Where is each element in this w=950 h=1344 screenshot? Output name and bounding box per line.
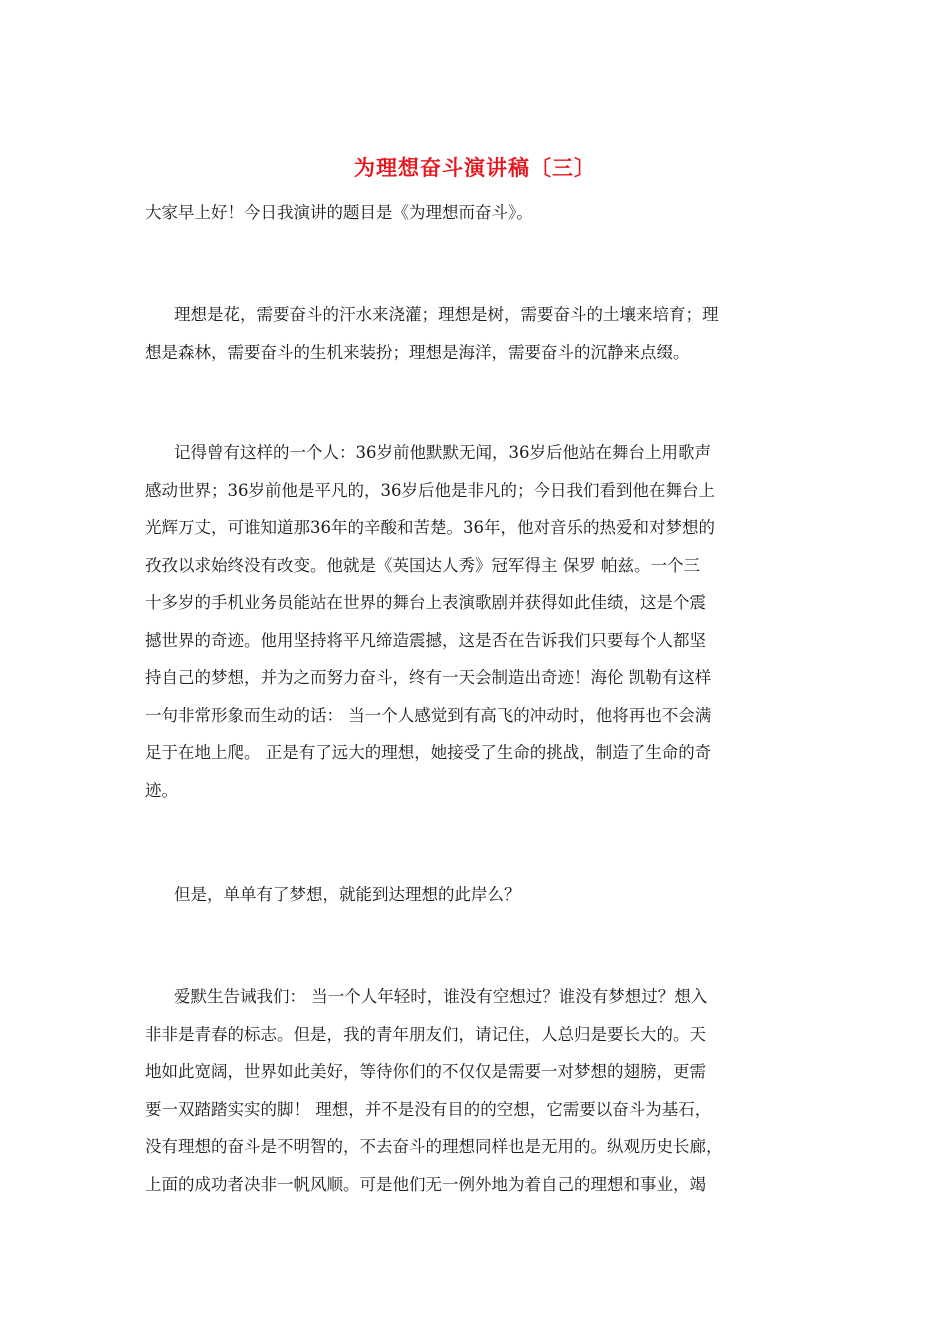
paragraph-line: 一句非常形象而生动的话： 当一个人感觉到有高飞的冲动时，他将再也不会满 (145, 705, 712, 725)
paragraph-line: 没有理想的奋斗是不明智的，不去奋斗的理想同样也是无用的。纵观历史长廊， (145, 1137, 723, 1156)
paragraph-line: 爱默生告诫我们： 当一个人年轻时，谁没有空想过？谁没有梦想过？想入 (174, 987, 708, 1006)
paragraph-line: 但是，单单有了梦想，就能到达理想的此岸么？ (174, 885, 521, 904)
paragraph-line: 光辉万丈，可谁知道那36年的辛酸和苦楚。36年，他对音乐的热爱和对梦想的 (145, 518, 715, 537)
paragraph-line: 想是森林，需要奋斗的生机来装扮；理想是海洋，需要奋斗的沉静来点缀。 (145, 342, 690, 362)
greeting-line: 大家早上好！今日我演讲的题目是《为理想而奋斗》。 (145, 203, 533, 222)
paragraph-1 (145, 296, 810, 371)
paragraph-line: 感动世界；36岁前他是平凡的，36岁后他是非凡的；今日我们看到他在舞台上 (145, 480, 715, 500)
paragraph-line: 孜孜以求始终没有改变。他就是《英国达人秀》冠军得主 保罗 帕兹。一个三 (145, 555, 700, 575)
paragraph-3 (145, 876, 810, 914)
paragraph-line: 迹。 (145, 780, 178, 800)
paragraph-line: 上面的成功者决非一帆风顺。可是他们无一例外地为着自己的理想和事业，竭 (145, 1174, 706, 1194)
paragraph-line: 地如此宽阔，世界如此美好，等待你们的不仅仅是需要一对梦想的翅膀，更需 (145, 1062, 706, 1081)
paragraph-2 (145, 434, 810, 809)
paragraph-line: 十多岁的手机业务员能站在世界的舞台上表演歌剧并获得如此佳绩，这是个震 (145, 593, 706, 612)
document-title: 为理想奋斗演讲稿〔三〕 (354, 155, 596, 180)
paragraph-line: 撼世界的奇迹。他用坚持将平凡缔造震撼，这是否在告诉我们只要每个人都坚 (145, 630, 706, 650)
paragraph-line: 非非是青春的标志。但是，我的青年朋友们，请记住，人总归是要长大的。天 (145, 1024, 706, 1044)
paragraph-line: 理想是花，需要奋斗的汗水来浇灌；理想是树，需要奋斗的土壤来培育；理 (174, 305, 719, 324)
paragraph-line: 持自己的梦想，并为之而努力奋斗，终有一天会制造出奇迹！海伦 凯勒有这样 (145, 668, 712, 687)
paragraph-4 (145, 978, 810, 1203)
paragraph-line: 足于在地上爬。 正是有了远大的理想，她接受了生命的挑战，制造了生命的奇 (145, 743, 712, 762)
paragraph-line: 要一双踏踏实实的脚！ 理想，并不是没有目的的空想，它需要以奋斗为基石， (145, 1099, 712, 1119)
paragraph-line: 记得曾有这样的一个人：36岁前他默默无闻，36岁后他站在舞台上用歌声 (174, 443, 711, 462)
